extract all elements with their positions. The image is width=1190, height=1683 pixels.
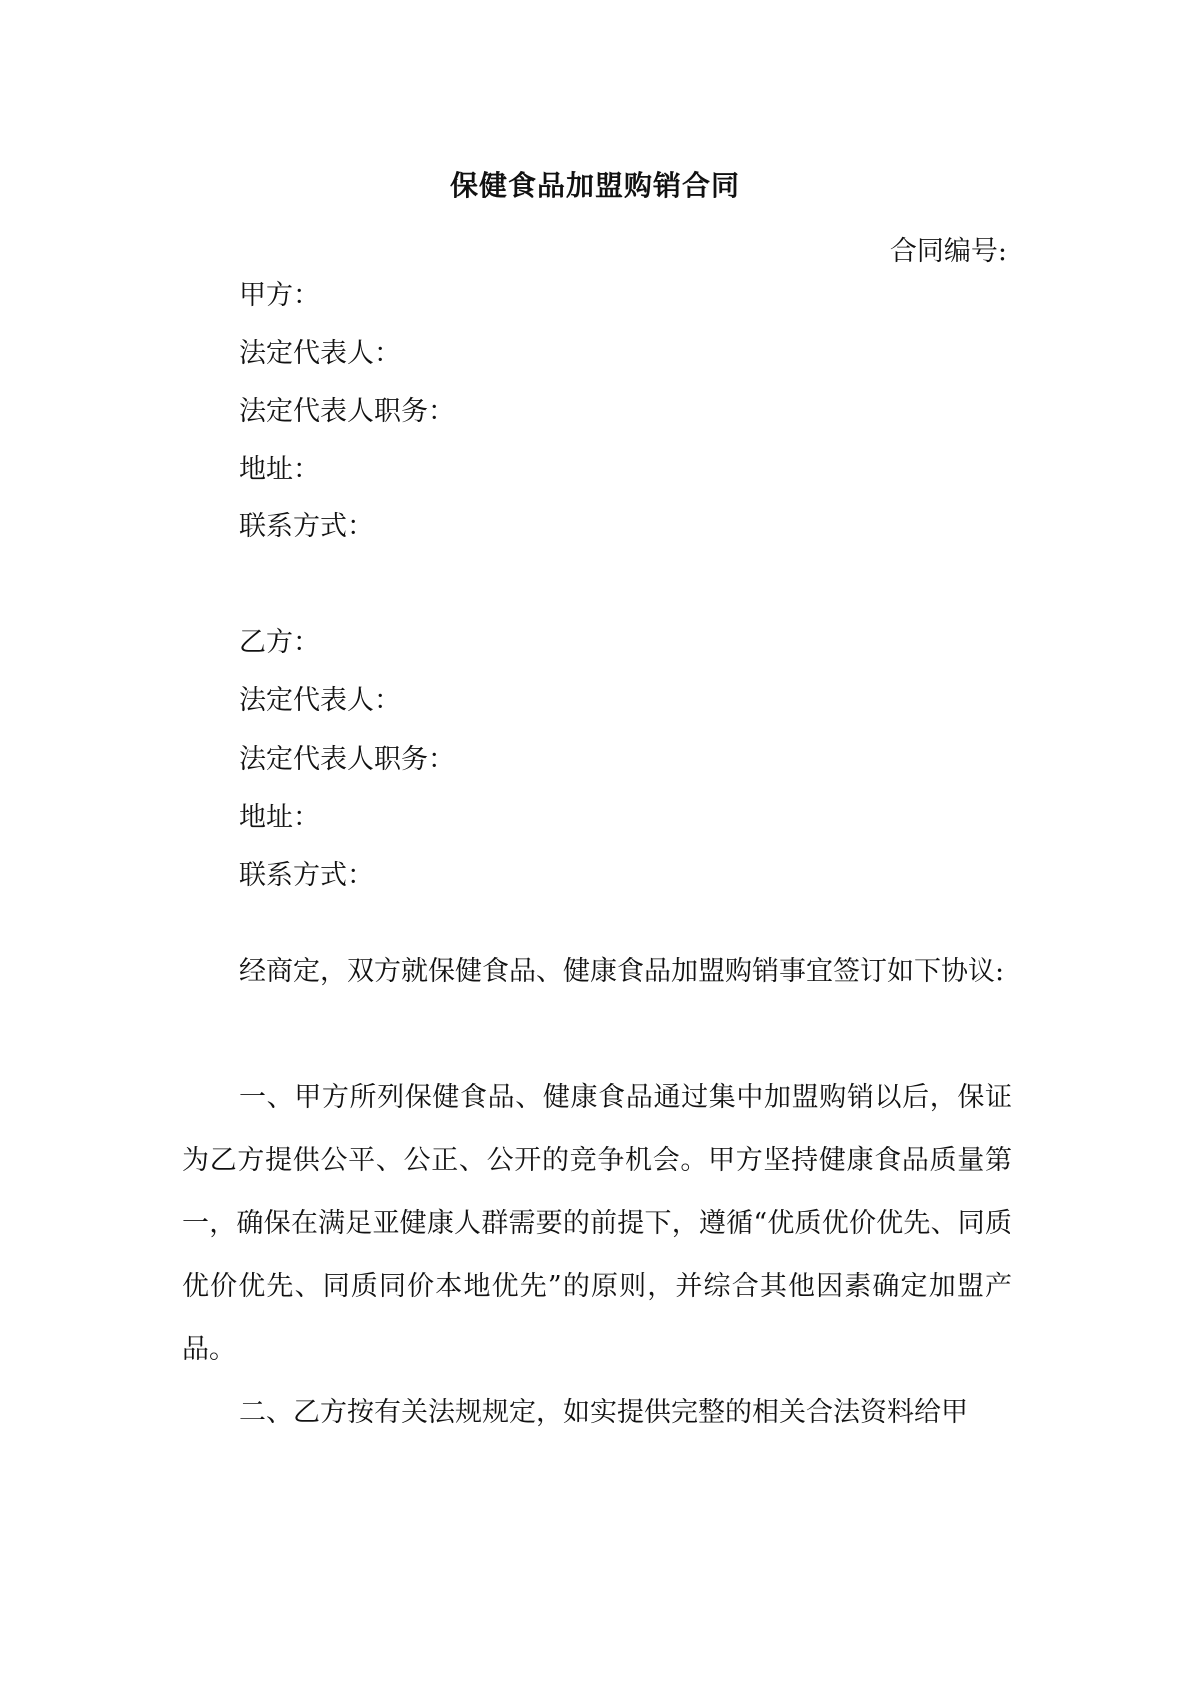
contract-number-label: 合同编号: bbox=[889, 236, 1007, 267]
paragraph-intro: 经商定，双方就保健食品、健康食品加盟购销事宜签订如下协议: bbox=[239, 956, 1005, 987]
party-a-address-label: 地址： bbox=[239, 454, 320, 485]
party-b-address-label: 地址： bbox=[239, 802, 320, 833]
party-b-contact-label: 联系方式： bbox=[239, 860, 374, 891]
document-title: 保健食品加盟购销合同 bbox=[449, 169, 740, 202]
party-b-name-label: 乙方： bbox=[239, 627, 320, 658]
party-a-legal-rep-title-label: 法定代表人职务： bbox=[239, 396, 455, 427]
party-a-contact-label: 联系方式： bbox=[239, 511, 374, 542]
party-b-legal-rep-label: 法定代表人： bbox=[239, 685, 401, 716]
paragraph-clause-2: 二、乙方按有关法规规定，如实提供完整的相关合法资料给甲 bbox=[239, 1397, 968, 1428]
paragraph-clause-1: 一、甲方所列保健食品、健康食品通过集中加盟购销以后，保证为乙方提供公平、公正、公开的竞争机会。甲方坚持健康食品质量第一，确保在满足亚健康人群需要的前提下，遵循“优质优价优先、同质优价优先、同质同价本地优先”的原则，并综合其他因素确定加盟产品。 bbox=[182, 1082, 1012, 1365]
party-a-name-label: 甲方： bbox=[239, 280, 320, 311]
party-a-legal-rep-label: 法定代表人： bbox=[239, 338, 401, 369]
party-b-legal-rep-title-label: 法定代表人职务： bbox=[239, 744, 455, 775]
